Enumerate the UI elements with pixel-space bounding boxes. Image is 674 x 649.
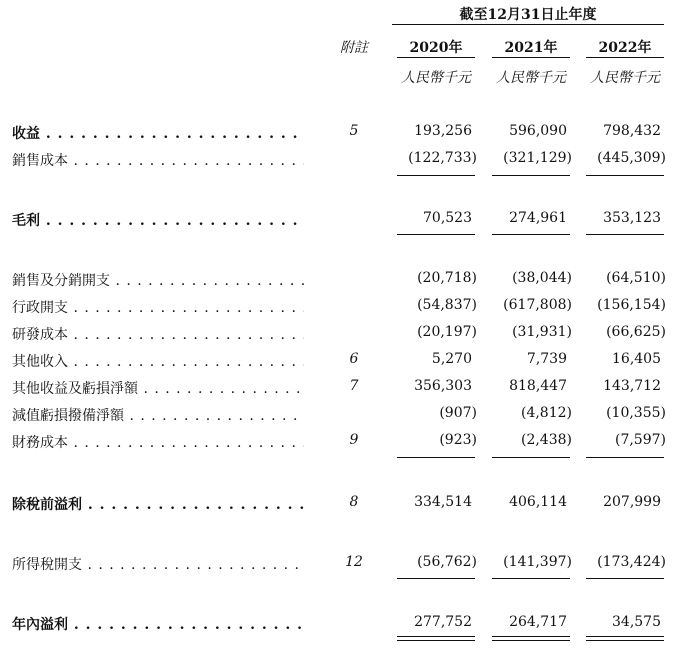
value-2020: (923) <box>439 432 477 448</box>
value-2022: 34,575 <box>612 614 661 630</box>
value-2022: (445,309) <box>597 150 666 166</box>
subtotal-rule-2021 <box>492 578 570 579</box>
subtotal-rule-2022 <box>586 457 664 458</box>
value-2022: 207,999 <box>603 494 661 510</box>
unit-2022: 人民幣千元 <box>590 70 660 86</box>
note-column-heading: 附註 <box>340 40 368 56</box>
value-2022: (64,510) <box>606 270 666 286</box>
row-note: 8 <box>349 494 359 510</box>
value-2020: (122,733) <box>408 150 477 166</box>
row-note: 5 <box>349 123 359 139</box>
value-2020: 277,752 <box>414 614 472 630</box>
row-label: 所得稅開支 . . . <box>12 554 304 574</box>
row-label: 收益 . . . <box>12 123 304 143</box>
value-2021: (141,397) <box>503 554 572 570</box>
value-2021: (38,044) <box>512 270 572 286</box>
row-label: 財務成本 . . . <box>12 432 304 452</box>
row-note: 6 <box>349 351 359 367</box>
year-2021-heading: 2021年 <box>504 40 558 56</box>
subtotal-rule-2021 <box>492 457 570 458</box>
year-2022-heading: 2022年 <box>598 40 652 56</box>
subtotal-rule-2022 <box>586 578 664 579</box>
value-2021: 274,961 <box>509 210 567 226</box>
value-2020: (54,837) <box>417 297 477 313</box>
row-label: 年內溢利 . . . <box>12 614 304 634</box>
row-income-tax <box>0 554 674 576</box>
value-2022: (66,625) <box>606 324 666 340</box>
row-finance-costs <box>0 432 674 454</box>
row-admin-expenses <box>0 297 674 319</box>
value-2020: (56,762) <box>417 554 477 570</box>
row-revenue <box>0 123 674 145</box>
value-2022: (173,424) <box>597 554 666 570</box>
row-other-income <box>0 351 674 373</box>
subtotal-rule-2022 <box>586 175 664 176</box>
total-double-rule-2022 <box>586 636 664 641</box>
row-label: 研發成本 . . . <box>12 324 304 344</box>
row-note: 7 <box>349 378 359 394</box>
year-2020-heading: 2020年 <box>409 40 463 56</box>
row-label: 其他收益及虧損淨額 . . . <box>12 378 304 398</box>
value-2020: (20,718) <box>417 270 477 286</box>
subtotal-rule-2020 <box>397 457 475 458</box>
row-label: 除稅前溢利 . . . <box>12 494 304 514</box>
row-profit-before-tax <box>0 494 674 516</box>
value-2020: 356,303 <box>414 378 472 394</box>
value-2022: (156,154) <box>597 297 666 313</box>
value-2022: 16,405 <box>612 351 661 367</box>
period-heading: 截至12月31日止年度 <box>459 7 597 23</box>
value-2020: 70,523 <box>423 210 472 226</box>
row-label: 其他收入 . . . <box>12 351 304 371</box>
row-label: 毛利 . . . <box>12 210 304 230</box>
value-2020: 334,514 <box>414 494 472 510</box>
value-2020: (20,197) <box>417 324 477 340</box>
value-2022: 143,712 <box>603 378 661 394</box>
value-2020: 5,270 <box>431 351 472 367</box>
row-cost-of-sales <box>0 150 674 172</box>
value-2021: 7,739 <box>526 351 567 367</box>
row-gross-profit <box>0 210 674 232</box>
value-2022: 798,432 <box>603 123 661 139</box>
value-2021: 406,114 <box>509 494 567 510</box>
subtotal-rule-2020 <box>397 578 475 579</box>
subtotal-rule-2020 <box>397 234 475 235</box>
year-2021-underline <box>492 57 570 58</box>
value-2020: (907) <box>439 405 477 421</box>
value-2020: 193,256 <box>414 123 472 139</box>
year-2022-underline <box>586 57 664 58</box>
value-2021: (2,438) <box>520 432 572 448</box>
row-note: 9 <box>349 432 359 448</box>
value-2022: (10,355) <box>606 405 666 421</box>
row-note: 12 <box>345 554 363 570</box>
row-impairment-provision <box>0 405 674 427</box>
subtotal-rule-2020 <box>397 175 475 176</box>
value-2021: 596,090 <box>509 123 567 139</box>
value-2022: 353,123 <box>603 210 661 226</box>
row-rnd-costs <box>0 324 674 346</box>
row-label: 銷售及分銷開支 . . . <box>12 270 304 290</box>
row-selling-expenses <box>0 270 674 292</box>
value-2021: (321,129) <box>503 150 572 166</box>
total-double-rule-2020 <box>397 636 475 641</box>
value-2021: (4,812) <box>520 405 572 421</box>
total-double-rule-2021 <box>492 636 570 641</box>
subtotal-rule-2021 <box>492 234 570 235</box>
unit-2020: 人民幣千元 <box>401 70 471 86</box>
value-2022: (7,597) <box>614 432 666 448</box>
row-other-gains-losses <box>0 378 674 400</box>
unit-2021: 人民幣千元 <box>496 70 566 86</box>
row-profit-for-year <box>0 614 674 636</box>
value-2021: 818,447 <box>509 378 567 394</box>
row-label: 銷售成本 . . . <box>12 150 304 170</box>
value-2021: (617,808) <box>503 297 572 313</box>
row-label: 行政開支 . . . <box>12 297 304 317</box>
subtotal-rule-2022 <box>586 234 664 235</box>
subtotal-rule-2021 <box>492 175 570 176</box>
value-2021: 264,717 <box>509 614 567 630</box>
value-2021: (31,931) <box>512 324 572 340</box>
year-2020-underline <box>397 57 475 58</box>
period-underline <box>392 24 664 25</box>
row-label: 減值虧損撥備淨額 . . . <box>12 405 304 425</box>
